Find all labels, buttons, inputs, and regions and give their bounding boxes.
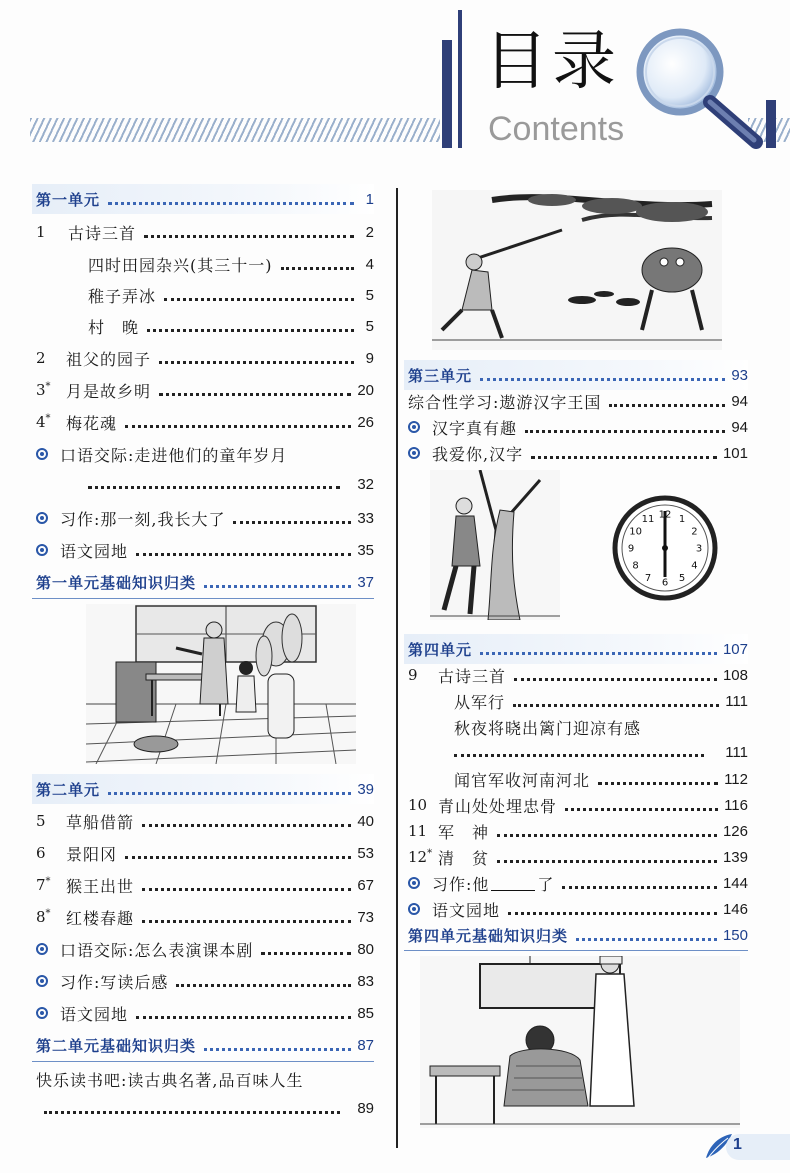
leader-dots bbox=[159, 361, 354, 364]
clock-numeral: 12 bbox=[658, 509, 672, 521]
clock-numeral: 11 bbox=[641, 514, 655, 526]
lesson-title: 红楼春趣 bbox=[66, 908, 135, 928]
leader-dots bbox=[233, 521, 351, 524]
page-number: 37 bbox=[357, 573, 374, 591]
clock-icon bbox=[610, 493, 720, 603]
toc-item-oral[interactable] bbox=[36, 936, 374, 962]
lesson-title: 军 神 bbox=[438, 822, 490, 842]
summary-rule bbox=[404, 950, 748, 951]
lesson-title: 语文园地 bbox=[60, 1004, 129, 1024]
lesson-title-b: 了 bbox=[537, 874, 555, 894]
column-divider bbox=[396, 188, 398, 1148]
poem-title: 从军行 bbox=[454, 692, 506, 712]
toc-item-writing[interactable] bbox=[36, 505, 374, 531]
lesson-number: 3* bbox=[36, 381, 51, 399]
unit4-summary[interactable] bbox=[408, 922, 748, 948]
toc-item[interactable] bbox=[88, 313, 374, 339]
lesson-number: 7* bbox=[36, 876, 51, 894]
header-bar-thin bbox=[458, 10, 462, 148]
leader-dots bbox=[176, 984, 351, 987]
lesson-title: 清 贫 bbox=[438, 848, 490, 868]
page-subtitle: Contents bbox=[488, 110, 625, 148]
unit2-summary[interactable] bbox=[36, 1032, 374, 1058]
summary-rule bbox=[32, 1061, 374, 1062]
lesson-title: 古诗三首 bbox=[68, 223, 137, 243]
leader-dots bbox=[204, 585, 351, 588]
magnifier-icon bbox=[628, 20, 778, 150]
leader-dots bbox=[514, 678, 717, 681]
leader-dots bbox=[508, 912, 717, 915]
footer-page-number: 1 bbox=[733, 1136, 742, 1153]
clock-numeral: 1 bbox=[678, 514, 686, 526]
optional-lesson-marker: * bbox=[45, 381, 51, 392]
toc-item[interactable] bbox=[408, 844, 748, 870]
lesson-title: 我爱你,汉字 bbox=[432, 444, 524, 464]
toc-item-oral[interactable] bbox=[36, 441, 374, 467]
lesson-number: 12* bbox=[408, 848, 433, 866]
toc-item[interactable] bbox=[36, 904, 374, 930]
summary-rule bbox=[32, 598, 374, 599]
unit-label: 第一单元 bbox=[36, 190, 101, 209]
clock-numeral: 7 bbox=[644, 572, 652, 584]
page-number: 139 bbox=[722, 848, 748, 866]
lesson-title: 祖父的园子 bbox=[66, 349, 152, 369]
illustration-tiger-scene bbox=[432, 190, 722, 350]
leader-dots bbox=[513, 704, 719, 707]
toc-item[interactable] bbox=[454, 688, 748, 714]
leader-dots bbox=[609, 404, 725, 407]
unit-label: 第三单元 bbox=[408, 366, 473, 385]
summary-title: 第四单元基础知识归类 bbox=[408, 926, 569, 945]
page-number: 67 bbox=[357, 876, 374, 894]
clock-numeral: 2 bbox=[691, 526, 698, 538]
lesson-number: 5 bbox=[36, 812, 46, 830]
poem-title: 闻官军收河南河北 bbox=[454, 770, 591, 790]
unit1-summary[interactable] bbox=[36, 569, 374, 595]
toc-item[interactable] bbox=[36, 840, 374, 866]
toc-item[interactable] bbox=[408, 440, 748, 466]
page-number: 150 bbox=[722, 926, 748, 944]
page-number: 126 bbox=[722, 822, 748, 840]
lesson-title: 口语交际:走进他们的童年岁月 bbox=[60, 445, 288, 465]
clock-numeral: 8 bbox=[632, 560, 639, 572]
leader-dots bbox=[142, 824, 351, 827]
toc-item-garden[interactable] bbox=[408, 896, 748, 922]
page-number: 4 bbox=[365, 255, 374, 273]
page-number: 32 bbox=[357, 476, 374, 493]
circle-bullet-icon bbox=[408, 421, 420, 433]
leader-dots bbox=[125, 856, 351, 859]
page-number: 73 bbox=[357, 908, 374, 926]
unit2-heading[interactable] bbox=[36, 776, 374, 802]
lesson-title: 习作:写读后感 bbox=[60, 972, 169, 992]
optional-lesson-marker: * bbox=[427, 848, 433, 859]
lesson-title: 景阳冈 bbox=[66, 844, 118, 864]
leader-dots bbox=[44, 1111, 340, 1114]
leader-dots bbox=[598, 782, 718, 785]
lesson-title: 青山处处埋忠骨 bbox=[438, 796, 558, 816]
page-number: 108 bbox=[722, 666, 748, 684]
lesson-number: 8* bbox=[36, 908, 51, 926]
leader-dots bbox=[565, 808, 718, 811]
optional-lesson-marker: * bbox=[45, 876, 51, 887]
lesson-number: 4* bbox=[36, 413, 51, 431]
circle-bullet-icon bbox=[36, 943, 48, 955]
lesson-title-a: 习作:他 bbox=[432, 874, 490, 894]
leader-dots bbox=[497, 834, 717, 837]
lesson-number: 2 bbox=[36, 349, 46, 367]
page-number: 111 bbox=[725, 692, 748, 710]
unit-label: 第二单元 bbox=[36, 780, 101, 799]
leader-dots bbox=[108, 202, 354, 205]
page-number: 94 bbox=[731, 392, 748, 410]
page-number: 20 bbox=[357, 381, 374, 399]
optional-lesson-marker: * bbox=[45, 908, 51, 919]
circle-bullet-icon bbox=[36, 975, 48, 987]
toc-item[interactable] bbox=[454, 766, 748, 792]
lesson-title: 古诗三首 bbox=[438, 666, 507, 686]
page-number: 101 bbox=[722, 444, 748, 462]
leader-dots bbox=[136, 553, 351, 556]
toc-item-garden[interactable] bbox=[36, 537, 374, 563]
clock-numeral: 10 bbox=[629, 526, 642, 538]
leader-dots bbox=[142, 920, 351, 923]
leader-dots bbox=[108, 792, 351, 795]
unit1-heading[interactable] bbox=[36, 186, 374, 212]
toc-item[interactable] bbox=[408, 662, 748, 688]
summary-title: 第一单元基础知识归类 bbox=[36, 573, 197, 592]
poem-title: 稚子弄冰 bbox=[88, 286, 157, 306]
page-number: 35 bbox=[357, 541, 374, 559]
poem-title: 四时田园杂兴(其三十一) bbox=[88, 255, 273, 275]
circle-bullet-icon bbox=[36, 448, 48, 460]
leader-dots bbox=[531, 456, 717, 459]
lesson-title: 月是故乡明 bbox=[66, 381, 152, 401]
lesson-title: 汉字真有趣 bbox=[432, 418, 518, 438]
lesson-number: 10 bbox=[408, 796, 428, 814]
page-number: 5 bbox=[365, 286, 374, 304]
page-title: 目录 bbox=[484, 25, 620, 99]
toc-item[interactable] bbox=[36, 345, 374, 371]
clock-numeral: 9 bbox=[627, 543, 635, 555]
page-number: 112 bbox=[724, 770, 748, 788]
leader-dots bbox=[144, 235, 354, 238]
leader-dots bbox=[204, 1048, 351, 1051]
illustration-boy-tree bbox=[430, 470, 560, 620]
circle-bullet-icon bbox=[36, 544, 48, 556]
page-number: 83 bbox=[357, 972, 374, 990]
leader-dots bbox=[525, 430, 725, 433]
header-bar bbox=[442, 40, 452, 148]
page-number: 53 bbox=[357, 844, 374, 862]
page-number: 2 bbox=[365, 223, 374, 241]
toc-item[interactable] bbox=[36, 377, 374, 403]
summary-title: 第二单元基础知识归类 bbox=[36, 1036, 197, 1055]
lesson-title: 草船借箭 bbox=[66, 812, 135, 832]
page-number: 33 bbox=[357, 509, 374, 527]
circle-bullet-icon bbox=[408, 447, 420, 459]
poem-title: 村 晚 bbox=[88, 317, 140, 337]
header-hatch-band bbox=[30, 118, 440, 142]
fill-in-blank bbox=[491, 876, 535, 891]
leader-dots bbox=[454, 754, 704, 757]
poem-title: 秋夜将晓出篱门迎凉有感 bbox=[454, 718, 642, 738]
circle-bullet-icon bbox=[408, 877, 420, 889]
toc-item[interactable] bbox=[408, 818, 748, 844]
lesson-title: 猴王出世 bbox=[66, 876, 135, 896]
page-number: 116 bbox=[724, 796, 748, 814]
page-number: 87 bbox=[357, 1036, 374, 1054]
unit4-heading[interactable] bbox=[408, 636, 748, 662]
page-number: 94 bbox=[731, 418, 748, 436]
toc-item-reading[interactable] bbox=[36, 1066, 374, 1092]
lesson-title: 综合性学习:遨游汉字王国 bbox=[408, 392, 602, 412]
toc-item-writing[interactable] bbox=[36, 968, 374, 994]
toc-item[interactable] bbox=[408, 414, 748, 440]
page-number: 39 bbox=[357, 780, 374, 798]
leader-dots bbox=[480, 378, 725, 381]
page-number: 9 bbox=[365, 349, 374, 367]
illustration-doctor-scene bbox=[420, 956, 740, 1128]
leader-dots bbox=[159, 393, 351, 396]
leader-dots bbox=[136, 1016, 351, 1019]
optional-lesson-marker: * bbox=[45, 413, 51, 424]
lesson-title: 口语交际:怎么表演课本剧 bbox=[60, 940, 254, 960]
clock-numeral: 3 bbox=[695, 543, 703, 555]
leader-dots bbox=[562, 886, 717, 889]
unit-label: 第四单元 bbox=[408, 640, 473, 659]
lesson-number: 6 bbox=[36, 844, 46, 862]
leader-dots bbox=[261, 952, 351, 955]
leader-dots bbox=[147, 329, 354, 332]
lesson-title: 快乐读书吧:读古典名著,品百味人生 bbox=[36, 1070, 304, 1090]
lesson-title: 语文园地 bbox=[60, 541, 129, 561]
circle-bullet-icon bbox=[36, 1007, 48, 1019]
lesson-title: 语文园地 bbox=[432, 900, 501, 920]
page-number: 80 bbox=[357, 940, 374, 958]
lesson-title: 梅花魂 bbox=[66, 413, 118, 433]
leader-dots bbox=[125, 425, 351, 428]
toc-item[interactable] bbox=[88, 251, 374, 277]
clock-numeral: 5 bbox=[678, 572, 686, 584]
toc-item[interactable] bbox=[36, 808, 374, 834]
lesson-title: 习作:那一刻,我长大了 bbox=[60, 509, 226, 529]
page-number: 85 bbox=[357, 1004, 374, 1022]
page-number: 146 bbox=[722, 900, 748, 918]
circle-bullet-icon bbox=[36, 512, 48, 524]
page-number: 89 bbox=[357, 1100, 374, 1117]
toc-item[interactable] bbox=[36, 409, 374, 435]
toc-item-comprehensive[interactable] bbox=[408, 388, 748, 414]
page-number: 107 bbox=[722, 640, 748, 658]
leader-dots bbox=[142, 888, 351, 891]
page-number: 1 bbox=[365, 190, 374, 208]
lesson-number: 11 bbox=[408, 822, 428, 840]
page-number: 5 bbox=[365, 317, 374, 335]
toc-item-garden[interactable] bbox=[36, 1000, 374, 1026]
toc-item[interactable] bbox=[454, 714, 748, 740]
toc-item[interactable] bbox=[408, 792, 748, 818]
page-number: 40 bbox=[357, 812, 374, 830]
leader-dots bbox=[88, 486, 340, 489]
leader-dots bbox=[164, 298, 354, 301]
leader-dots bbox=[576, 938, 717, 941]
toc-item[interactable] bbox=[88, 282, 374, 308]
illustration-family-room bbox=[86, 604, 356, 764]
unit3-heading[interactable] bbox=[408, 362, 748, 388]
leader-dots bbox=[480, 652, 717, 655]
page-number: 144 bbox=[722, 874, 748, 892]
page-number: 26 bbox=[357, 413, 374, 431]
lesson-number: 1 bbox=[36, 223, 46, 241]
toc-item-writing[interactable] bbox=[408, 870, 748, 896]
clock-numeral: 6 bbox=[661, 577, 669, 589]
toc-item[interactable] bbox=[36, 872, 374, 898]
page-number: 93 bbox=[731, 366, 748, 384]
toc-item[interactable] bbox=[36, 219, 374, 245]
circle-bullet-icon bbox=[408, 903, 420, 915]
lesson-number: 9 bbox=[408, 666, 418, 684]
leader-dots bbox=[497, 860, 717, 863]
page-number: 111 bbox=[725, 744, 748, 761]
clock-numeral: 4 bbox=[691, 560, 698, 572]
leader-dots bbox=[281, 267, 355, 270]
